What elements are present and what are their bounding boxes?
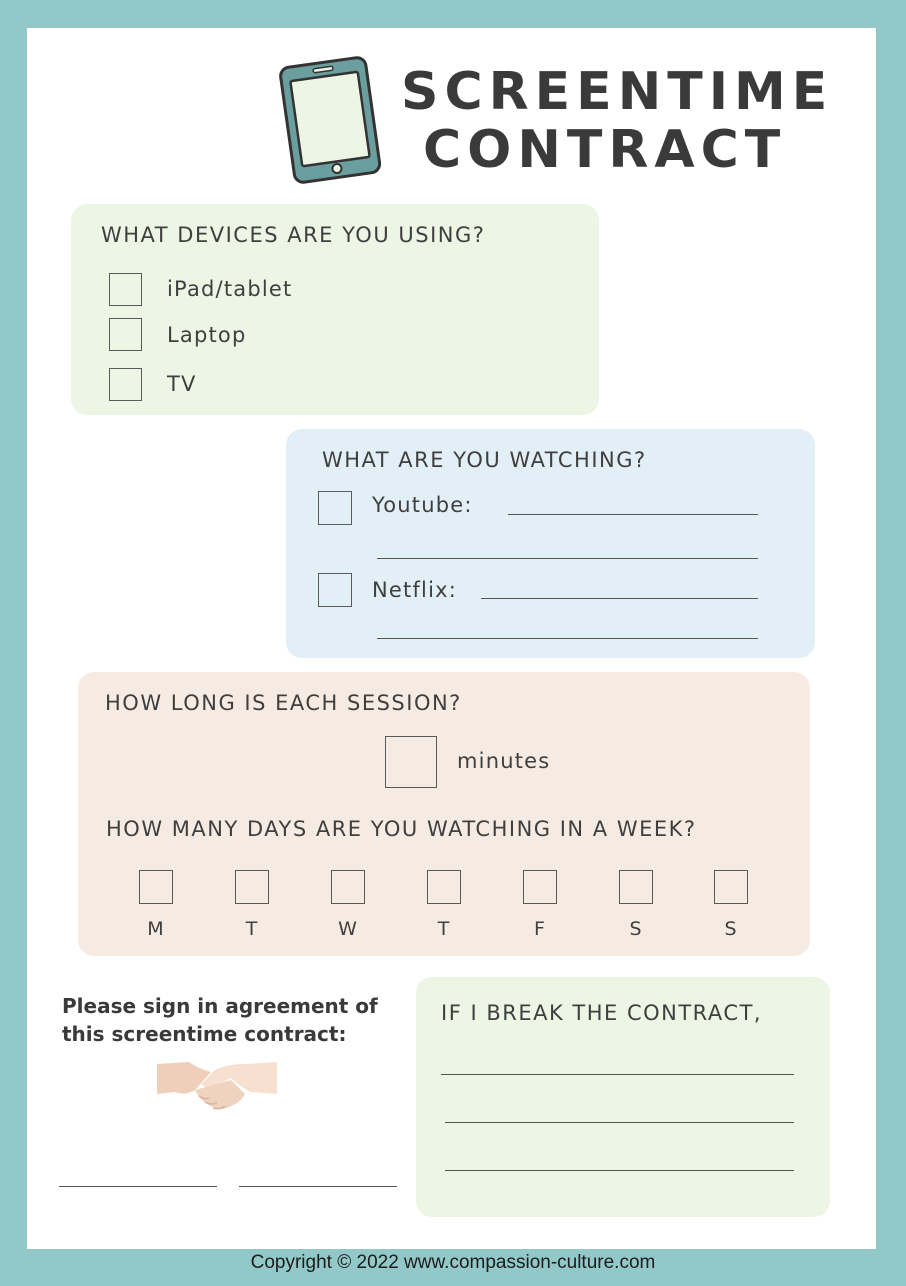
title-line-2: CONTRACT — [423, 120, 787, 180]
handshake-icon — [155, 1060, 279, 1114]
youtube-checkbox[interactable] — [318, 491, 352, 525]
session-heading: HOW LONG IS EACH SESSION? — [105, 691, 462, 715]
friday-label: F — [534, 918, 546, 940]
consequence-card — [416, 977, 830, 1217]
sunday-label: S — [724, 918, 738, 940]
tuesday-checkbox[interactable] — [235, 870, 269, 904]
friday-checkbox[interactable] — [523, 870, 557, 904]
netflix-line-2[interactable] — [377, 638, 758, 639]
signature-line-1[interactable] — [59, 1186, 217, 1187]
consequence-line-2[interactable] — [445, 1122, 794, 1123]
thursday-label: T — [437, 918, 451, 940]
youtube-label: Youtube: — [372, 493, 473, 517]
signature-line-2[interactable] — [239, 1186, 397, 1187]
consequence-heading: IF I BREAK THE CONTRACT, — [441, 1001, 763, 1025]
watching-heading: WHAT ARE YOU WATCHING? — [322, 448, 647, 472]
watching-card — [286, 429, 815, 658]
netflix-checkbox[interactable] — [318, 573, 352, 607]
tuesday-label: T — [245, 918, 259, 940]
laptop-checkbox[interactable] — [109, 318, 142, 351]
wednesday-checkbox[interactable] — [331, 870, 365, 904]
signature-instructions: Please sign in agreement of this screentime contract: — [62, 994, 378, 1046]
youtube-line-2[interactable] — [377, 558, 758, 559]
tv-checkbox[interactable] — [109, 368, 142, 401]
consequence-line-1[interactable] — [441, 1074, 794, 1075]
saturday-checkbox[interactable] — [619, 870, 653, 904]
tv-label: TV — [167, 372, 197, 396]
minutes-box[interactable] — [385, 736, 437, 788]
wednesday-label: W — [338, 918, 358, 940]
tablet-icon — [275, 54, 385, 184]
minutes-label: minutes — [457, 749, 551, 773]
ipad-checkbox[interactable] — [109, 273, 142, 306]
monday-checkbox[interactable] — [139, 870, 173, 904]
laptop-label: Laptop — [167, 323, 247, 347]
devices-card — [71, 204, 599, 415]
netflix-line-1[interactable] — [481, 598, 758, 599]
devices-heading: WHAT DEVICES ARE YOU USING? — [101, 223, 486, 247]
saturday-label: S — [629, 918, 643, 940]
youtube-line-1[interactable] — [508, 514, 758, 515]
session-card — [78, 672, 810, 956]
days-heading: HOW MANY DAYS ARE YOU WATCHING IN A WEEK? — [106, 817, 697, 841]
netflix-label: Netflix: — [372, 578, 458, 602]
monday-label: M — [147, 918, 165, 940]
thursday-checkbox[interactable] — [427, 870, 461, 904]
consequence-line-3[interactable] — [445, 1170, 794, 1171]
ipad-label: iPad/tablet — [167, 277, 293, 301]
title-line-1: SCREENTIME — [401, 62, 834, 122]
contract-page — [27, 28, 876, 1249]
copyright-footer: Copyright © 2022 www.compassion-culture.com — [250, 1252, 656, 1273]
sunday-checkbox[interactable] — [714, 870, 748, 904]
